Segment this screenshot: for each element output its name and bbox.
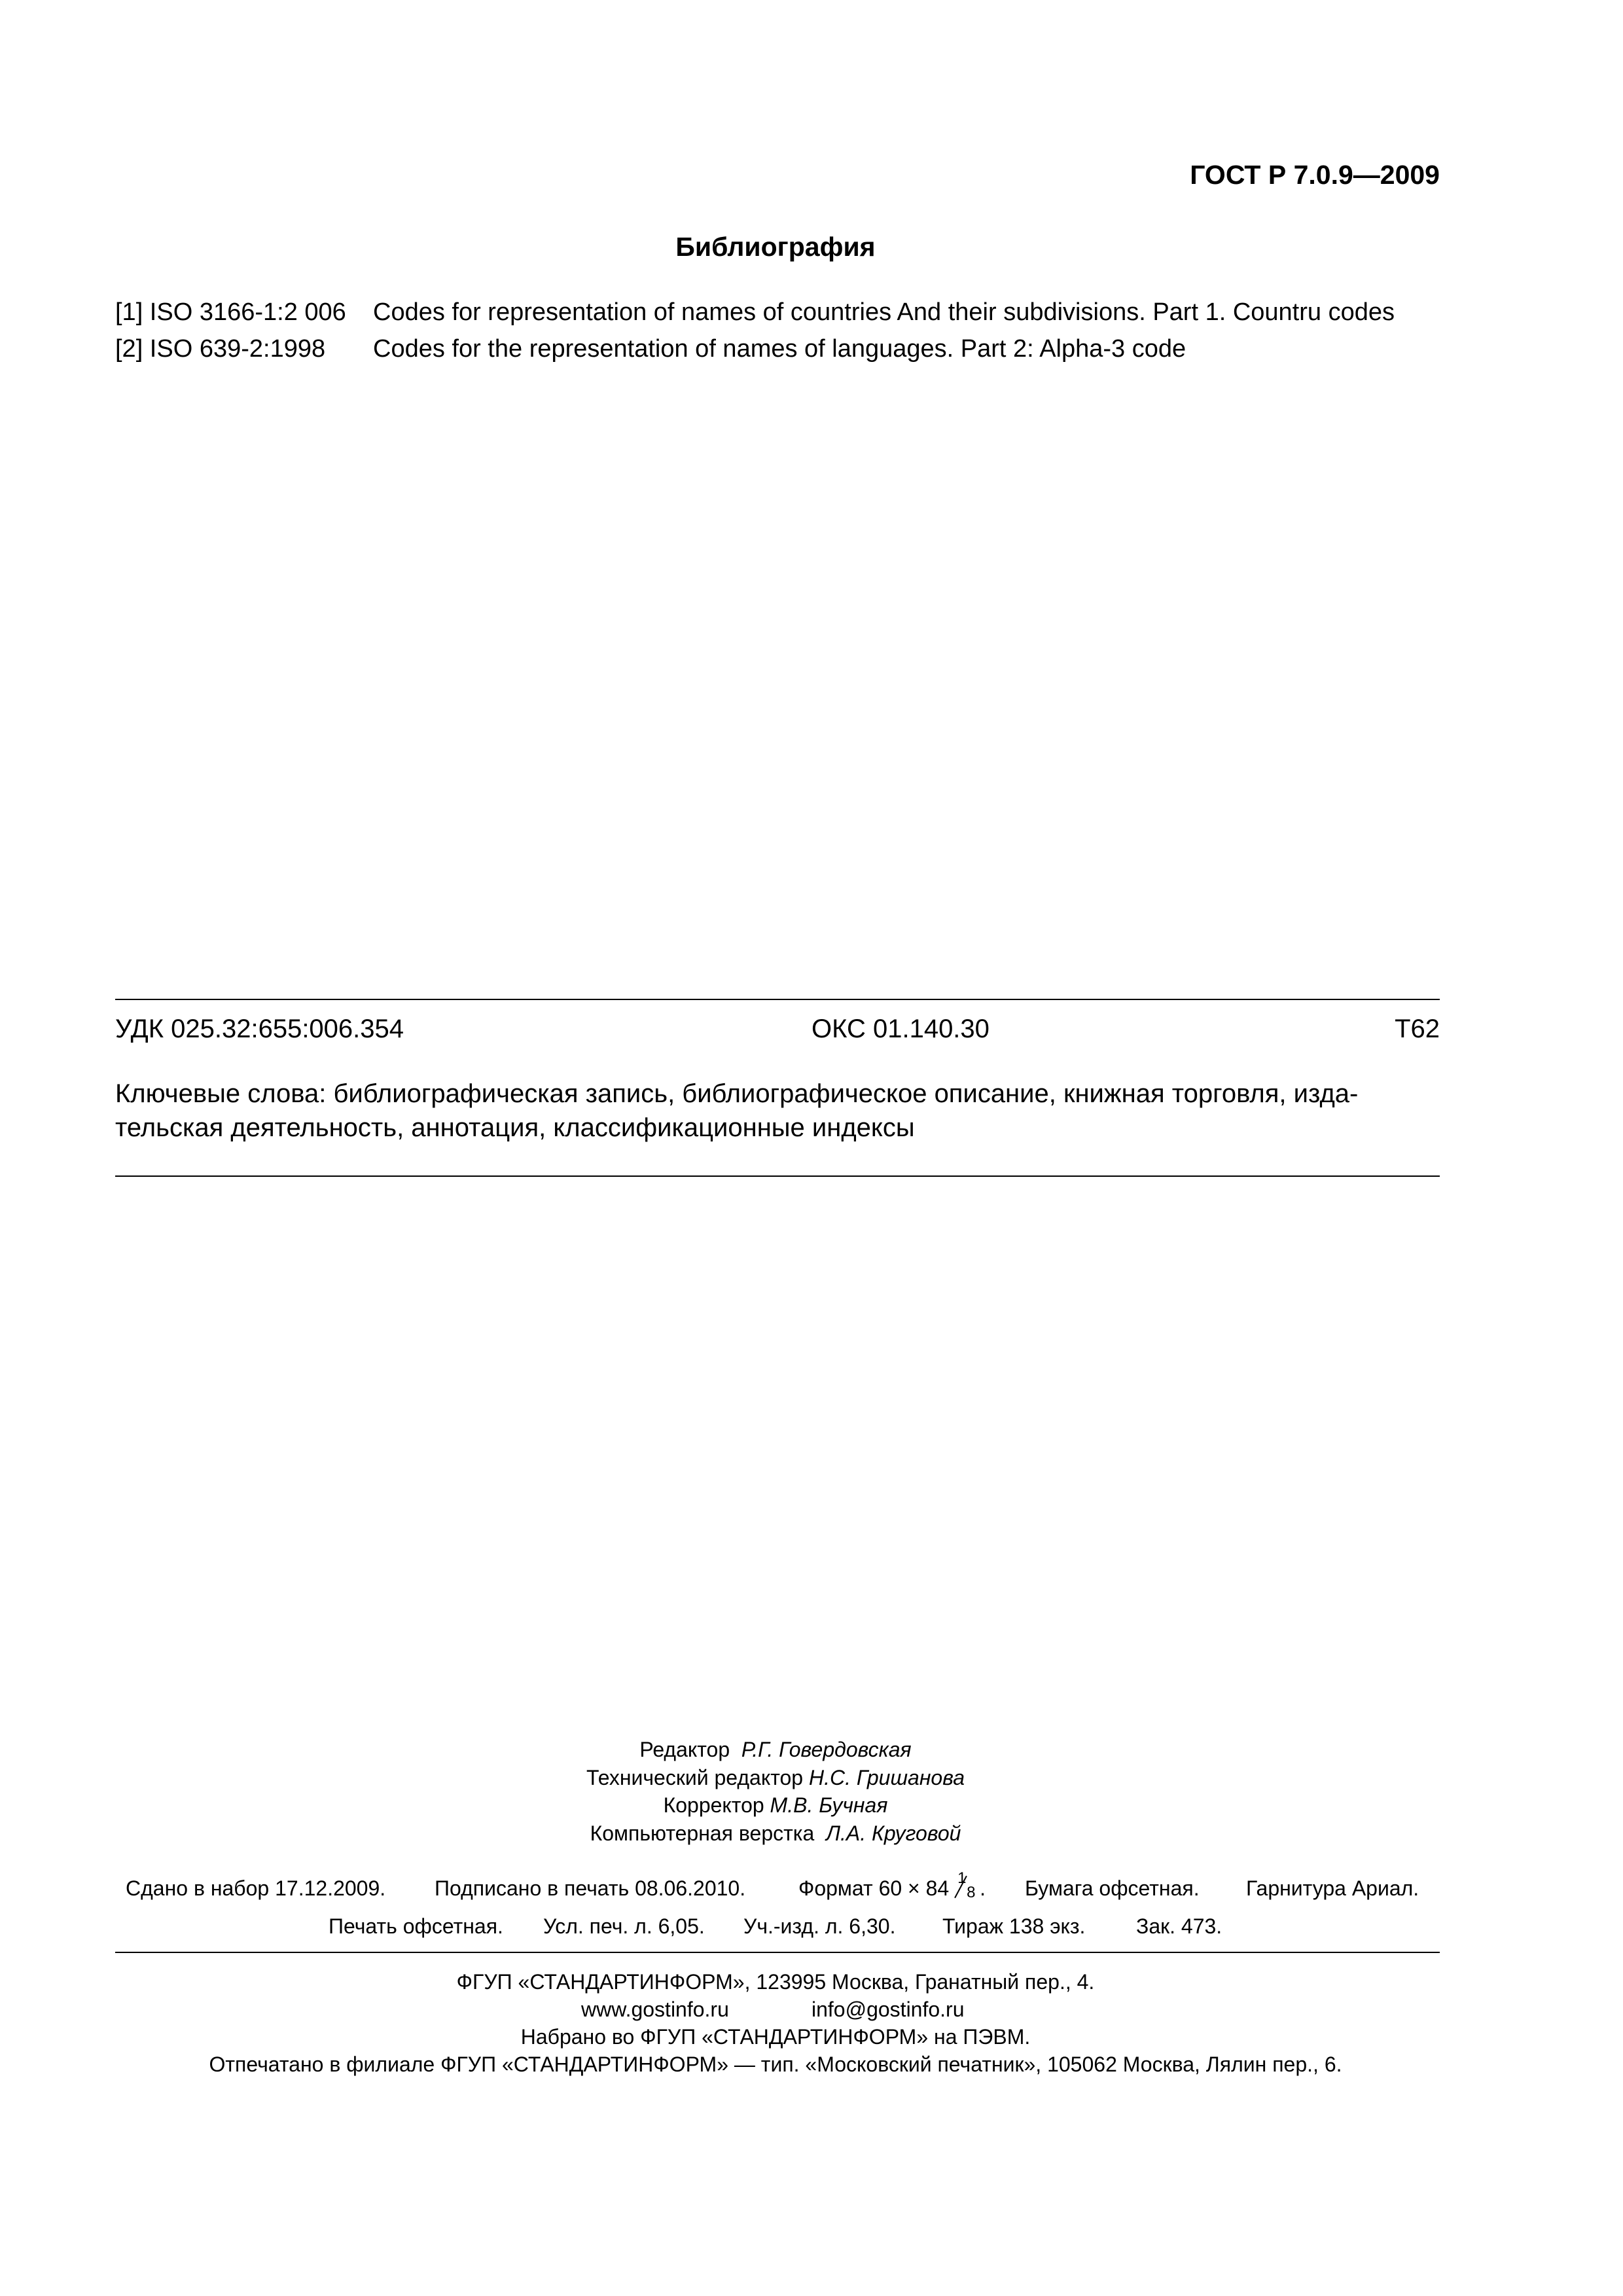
credit-label: Редактор bbox=[639, 1738, 730, 1761]
format-denominator: 8 bbox=[967, 1884, 976, 1901]
credit-name: Л.А. Круговой bbox=[826, 1821, 961, 1845]
tech-editor-credit bbox=[0, 1766, 1551, 1790]
format-suffix: . bbox=[980, 1876, 986, 1900]
keywords-line: тельская деятельность, аннотация, классификационные индексы bbox=[115, 1113, 915, 1142]
format-numerator: 1 bbox=[957, 1869, 967, 1887]
publisher-address: ФГУП «СТАНДАРТИНФОРМ», 123995 Москва, Гранатный пер., 4. bbox=[456, 1970, 1095, 1994]
divider-line bbox=[115, 1175, 1440, 1177]
typeset-note: Набрано во ФГУП «СТАНДАРТИНФОРМ» на ПЭВМ. bbox=[520, 2025, 1031, 2049]
credit-label: Компьютерная верстка bbox=[590, 1821, 815, 1845]
format bbox=[798, 1869, 986, 1901]
reference-title: Codes for the representation of names of languages. Part 2: Alpha-3 code bbox=[373, 335, 1186, 363]
printing-type: Печать офсетная. bbox=[329, 1914, 503, 1938]
printing-note: Отпечатано в филиале ФГУП «СТАНДАРТИНФОРМ» — тип. «Московский печатник», 105062 Москва, Лялин пер., 6. bbox=[209, 2053, 1342, 2076]
credit-label: Корректор bbox=[663, 1793, 764, 1817]
print-sheets: Усл. печ. л. 6,05. bbox=[543, 1914, 705, 1938]
divider-line bbox=[115, 999, 1440, 1000]
publisher-sheets: Уч.-изд. л. 6,30. bbox=[743, 1914, 896, 1938]
order-number: Зак. 473. bbox=[1136, 1914, 1222, 1938]
reference-number: [2] ISO 639-2:1998 bbox=[115, 335, 326, 363]
keywords bbox=[115, 1077, 1440, 1145]
publisher-website[interactable]: www.gostinfo.ru bbox=[581, 1998, 729, 2021]
credit-name: Н.С. Гришанова bbox=[808, 1766, 965, 1789]
typeface: Гарнитура Ариал. bbox=[1246, 1876, 1419, 1900]
proofreader-credit bbox=[0, 1793, 1551, 1818]
reference-number: [1] ISO 3166-1:2 006 bbox=[115, 298, 346, 326]
circulation: Тираж 138 экз. bbox=[942, 1914, 1086, 1938]
credit-label: Технический редактор bbox=[586, 1766, 804, 1789]
submitted-date: Сдано в набор 17.12.2009. bbox=[126, 1876, 386, 1900]
editor-credit bbox=[0, 1738, 1551, 1762]
paper-type: Бумага офсетная. bbox=[1025, 1876, 1200, 1900]
format-fraction bbox=[955, 1869, 980, 1901]
keywords-line: Ключевые слова: библиографическая запись, библиографическое описание, книжная торговля, изда- bbox=[115, 1079, 1359, 1108]
divider-line bbox=[115, 1952, 1440, 1953]
format-label: Формат 60 × 84 bbox=[798, 1876, 950, 1900]
reference-title: Codes for representation of names of countries And their subdivisions. Part 1. Countru codes bbox=[373, 298, 1395, 326]
udc-code: УДК 025.32:655:006.354 bbox=[115, 1014, 404, 1043]
credit-name: Р.Г. Говердовская bbox=[741, 1738, 912, 1761]
layout-credit bbox=[0, 1821, 1551, 1846]
standard-number: ГОСТ Р 7.0.9—2009 bbox=[1190, 160, 1440, 190]
signed-date: Подписано в печать 08.06.2010. bbox=[435, 1876, 746, 1900]
publisher-email[interactable]: info@gostinfo.ru bbox=[812, 1998, 965, 2021]
group-code: Т62 bbox=[1395, 1014, 1440, 1043]
bibliography-title: Библиография bbox=[675, 232, 876, 262]
oks-code: ОКС 01.140.30 bbox=[812, 1014, 990, 1043]
credit-name: М.В. Бучная bbox=[770, 1793, 888, 1817]
